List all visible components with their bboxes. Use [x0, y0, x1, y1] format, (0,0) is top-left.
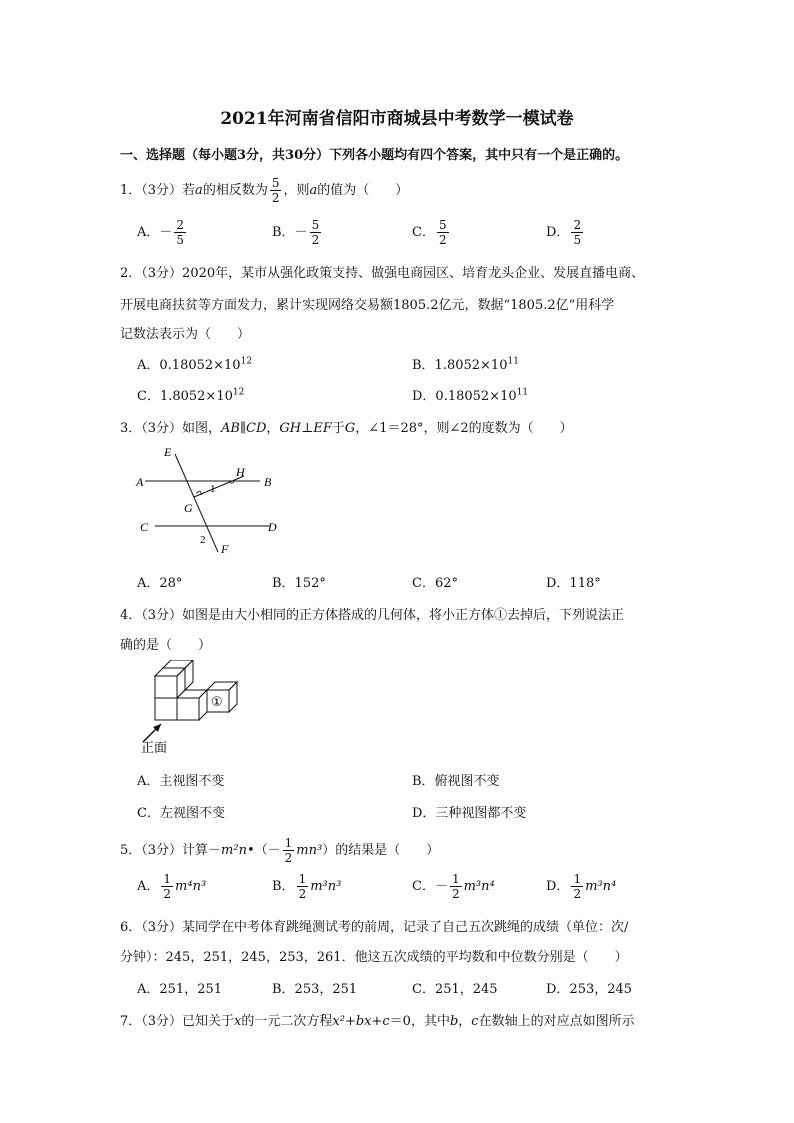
- q4-option-c[interactable]: C．左视图不变: [137, 806, 225, 821]
- question-2-line2: 开展电商扶贫等方面发力，累计实现网络交易额1805.2亿元，数据“1805.2亿”用科学: [120, 298, 615, 313]
- page-title: 2021年河南省信阳市商城县中考数学一模试卷: [220, 109, 574, 129]
- label-d: D: [268, 520, 277, 534]
- front-label: 正面: [141, 741, 168, 756]
- circle-1-label: ①: [211, 695, 223, 710]
- q5-option-a[interactable]: A． $\frac{1}{2}$ m⁴n³: [137, 872, 207, 901]
- line-ef: [175, 454, 218, 552]
- q4-option-d[interactable]: D．三种视图都不变: [412, 806, 527, 821]
- q1-text: ，则: [283, 183, 310, 198]
- q6-option-d[interactable]: D．253，245: [546, 982, 633, 997]
- q5-option-d[interactable]: D． $\frac{1}{2}$ m³n⁴: [546, 872, 617, 901]
- question-4-line1: 4．（3分）如图是由大小相同的正方体搭成的几何体，将小正方体①去掉后，下列说法正: [120, 608, 625, 623]
- question-6-line2: 分钟）：245，251，245，253，261．他这五次成绩的平均数和中位数分别是（ ）: [120, 950, 628, 965]
- q1-var: a: [309, 183, 318, 198]
- label-a: A: [136, 475, 144, 489]
- q1-fraction: $\frac{5}{2}$: [271, 176, 280, 205]
- question-2-line3: 记数法表示为（ ）: [120, 327, 251, 342]
- label-b: B: [264, 475, 272, 489]
- label-f: F: [221, 542, 229, 556]
- q2-option-c[interactable]: C．$1.8052\times 10^{12}$: [137, 387, 245, 404]
- q6-option-b[interactable]: B．253，251: [272, 982, 358, 997]
- q1-var: a: [195, 183, 203, 198]
- q5-option-b[interactable]: B． $\frac{1}{2}$ m³n³: [272, 872, 342, 901]
- q1-text: 1．（3分）若: [120, 183, 196, 198]
- question-1-stem: [120, 176, 408, 205]
- q2-option-a[interactable]: A．$0.18052\times 10^{12}$: [137, 356, 253, 373]
- question-4-line2: 确的是（ ）: [120, 638, 212, 653]
- label-h: H: [236, 465, 245, 479]
- question-2-line1: 2．（3分）2020年，某市从强化政策支持、做强电商园区、培育龙头企业、发展直播电商、: [120, 266, 645, 281]
- q3-option-c[interactable]: C．62°: [412, 576, 458, 591]
- q5-option-c[interactable]: C．－ $\frac{1}{2}$ m³n⁴: [412, 872, 495, 901]
- q3-option-d[interactable]: D．118°: [546, 576, 601, 591]
- q3-option-a[interactable]: A．28°: [137, 576, 183, 591]
- q3-figure: [130, 440, 290, 560]
- question-7-stem: 7．（3分）已知关于x的一元二次方程x²+bx+c＝0，其中b，c在数轴上的对应点如图所示: [120, 1014, 635, 1029]
- question-3-stem: 3．（3分）如图，AB∥CD，GH⊥EF于G，∠1＝28°，则∠2的度数为（ ）: [120, 421, 573, 436]
- q1-option-a[interactable]: A．－ $\frac{2}{5}$: [137, 218, 185, 247]
- q1-option-c[interactable]: C． $\frac{5}{2}$: [412, 218, 447, 247]
- question-6-line1: 6．（3分）某同学在中考体育跳绳测试考的前周，记录了自己五次跳绳的成绩（单位：次/: [120, 920, 629, 935]
- q4-cube-figure: [135, 660, 245, 760]
- label-e: E: [164, 445, 172, 459]
- q6-option-a[interactable]: A．251，251: [137, 982, 223, 997]
- q1-text: 的相反数为: [202, 183, 268, 198]
- q3-option-b[interactable]: B．152°: [272, 576, 326, 591]
- q2-option-d[interactable]: D．$0.18052\times 10^{11}$: [412, 387, 529, 404]
- label-2: 2: [200, 534, 206, 546]
- label-1: 1: [210, 483, 216, 495]
- q2-option-b[interactable]: B．$1.8052\times 10^{11}$: [412, 356, 519, 373]
- q1-text: 的值为（ ）: [317, 183, 409, 198]
- question-5-stem: 5．（3分）计算－m²n•（－ $\frac{1}{2}$ mn³）的结果是（ ）: [120, 836, 440, 865]
- label-g: G: [184, 501, 193, 515]
- q4-option-a[interactable]: A．主视图不变: [137, 774, 225, 789]
- label-c: C: [140, 520, 149, 534]
- q6-option-c[interactable]: C．251，245: [412, 982, 498, 997]
- q1-option-d[interactable]: D． $\frac{2}{5}$: [546, 218, 582, 247]
- section-heading: 一、选择题（每小题3分，共30分）下列各小题均有四个答案，其中只有一个是正确的。: [120, 148, 629, 163]
- q4-option-b[interactable]: B．俯视图不变: [412, 774, 500, 789]
- q1-option-b[interactable]: B．－ $\frac{5}{2}$: [272, 218, 320, 247]
